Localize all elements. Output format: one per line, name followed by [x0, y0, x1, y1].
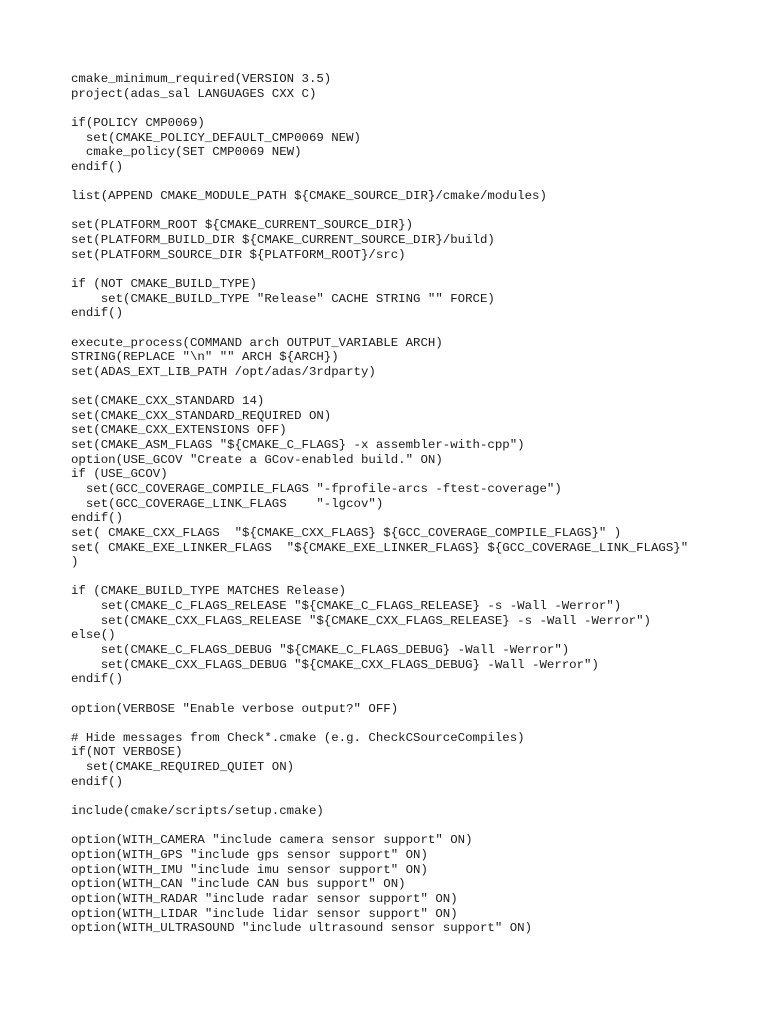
blank-line	[71, 789, 761, 804]
code-line: STRING(REPLACE "\n" "" ARCH ${ARCH})	[71, 350, 339, 365]
code-line: set(PLATFORM_BUILD_DIR ${CMAKE_CURRENT_SOURCE_DIR}/build)	[71, 233, 495, 248]
code-line: endif()	[71, 672, 124, 687]
code-line: option(WITH_CAMERA "include camera sensor support" ON)	[71, 833, 473, 848]
code-line: set( CMAKE_CXX_FLAGS "${CMAKE_CXX_FLAGS} ${GCC_COVERAGE_COMPILE_FLAGS}" )	[71, 525, 622, 540]
code-line: option(WITH_LIDAR "include lidar sensor support" ON)	[71, 906, 458, 921]
code-line: endif()	[71, 306, 124, 321]
code-line: set(GCC_COVERAGE_COMPILE_FLAGS "-fprofile-arcs -ftest-coverage")	[71, 481, 562, 496]
code-line: project(adas_sal LANGUAGES CXX C)	[71, 86, 317, 101]
blank-line	[71, 716, 761, 731]
blank-line	[71, 687, 761, 702]
blank-line	[71, 819, 761, 834]
blank-line	[71, 379, 761, 394]
code-line: set(PLATFORM_SOURCE_DIR ${PLATFORM_ROOT}/src)	[71, 247, 406, 262]
blank-line	[71, 101, 761, 116]
code-line: set(CMAKE_CXX_STANDARD_REQUIRED ON)	[71, 408, 332, 423]
code-line: set(CMAKE_POLICY_DEFAULT_CMP0069 NEW)	[71, 130, 361, 145]
code-line: execute_process(COMMAND arch OUTPUT_VARIABLE ARCH)	[71, 335, 443, 350]
code-line: option(USE_GCOV "Create a GCov-enabled build." ON)	[71, 452, 443, 467]
code-line: endif()	[71, 774, 124, 789]
code-line: set(PLATFORM_ROOT ${CMAKE_CURRENT_SOURCE_DIR})	[71, 218, 414, 233]
code-line: endif()	[71, 511, 124, 526]
code-line: cmake_minimum_required(VERSION 3.5)	[71, 72, 332, 86]
code-line: if (NOT CMAKE_BUILD_TYPE)	[71, 276, 257, 291]
code-line: )	[71, 555, 79, 570]
code-line: set(CMAKE_ASM_FLAGS "${CMAKE_C_FLAGS} -x assembler-with-cpp")	[71, 438, 525, 453]
code-line: set(CMAKE_CXX_STANDARD 14)	[71, 394, 265, 409]
blank-line	[71, 570, 761, 585]
code-listing	[71, 72, 761, 936]
code-line: else()	[71, 628, 116, 643]
code-line: list(APPEND CMAKE_MODULE_PATH ${CMAKE_SOURCE_DIR}/cmake/modules)	[71, 189, 547, 204]
blank-line	[71, 321, 761, 336]
code-line: set( CMAKE_EXE_LINKER_FLAGS "${CMAKE_EXE_LINKER_FLAGS} ${GCC_COVERAGE_LINK_FLAGS}"	[71, 540, 689, 555]
blank-line	[71, 174, 761, 189]
code-line: endif()	[71, 159, 124, 174]
code-line: set(CMAKE_CXX_FLAGS_RELEASE "${CMAKE_CXX_FLAGS_RELEASE} -s -Wall -Werror")	[71, 613, 651, 628]
code-line: option(WITH_IMU "include imu sensor support" ON)	[71, 862, 428, 877]
code-line: if (CMAKE_BUILD_TYPE MATCHES Release)	[71, 584, 347, 599]
code-line: set(CMAKE_CXX_FLAGS_DEBUG "${CMAKE_CXX_FLAGS_DEBUG} -Wall -Werror")	[71, 657, 599, 672]
code-line: option(WITH_GPS "include gps sensor support" ON)	[71, 847, 428, 862]
code-line: if(POLICY CMP0069)	[71, 115, 205, 130]
code-line: option(VERBOSE "Enable verbose output?" OFF)	[71, 701, 399, 716]
code-line: include(cmake/scripts/setup.cmake)	[71, 804, 324, 819]
code-line: set(CMAKE_C_FLAGS_DEBUG "${CMAKE_C_FLAGS_DEBUG} -Wall -Werror")	[71, 642, 570, 657]
code-line: if (USE_GCOV)	[71, 467, 168, 482]
code-line: option(WITH_ULTRASOUND "include ultrasound sensor support" ON)	[71, 921, 533, 936]
code-line: cmake_policy(SET CMP0069 NEW)	[71, 145, 302, 160]
code-line: # Hide messages from Check*.cmake (e.g. CheckCSourceCompiles)	[71, 730, 525, 745]
blank-line	[71, 204, 761, 219]
code-line: if(NOT VERBOSE)	[71, 745, 183, 760]
code-line: set(GCC_COVERAGE_LINK_FLAGS "-lgcov")	[71, 496, 384, 511]
code-line: set(CMAKE_REQUIRED_QUIET ON)	[71, 760, 295, 775]
code-line: set(CMAKE_BUILD_TYPE "Release" CACHE STRING "" FORCE)	[71, 291, 495, 306]
code-line: set(CMAKE_C_FLAGS_RELEASE "${CMAKE_C_FLAGS_RELEASE} -s -Wall -Werror")	[71, 599, 622, 614]
code-line: option(WITH_CAN "include CAN bus support" ON)	[71, 877, 406, 892]
code-line: set(ADAS_EXT_LIB_PATH /opt/adas/3rdparty)	[71, 364, 376, 379]
blank-line	[71, 262, 761, 277]
code-line: set(CMAKE_CXX_EXTENSIONS OFF)	[71, 423, 287, 438]
code-line: option(WITH_RADAR "include radar sensor support" ON)	[71, 891, 458, 906]
